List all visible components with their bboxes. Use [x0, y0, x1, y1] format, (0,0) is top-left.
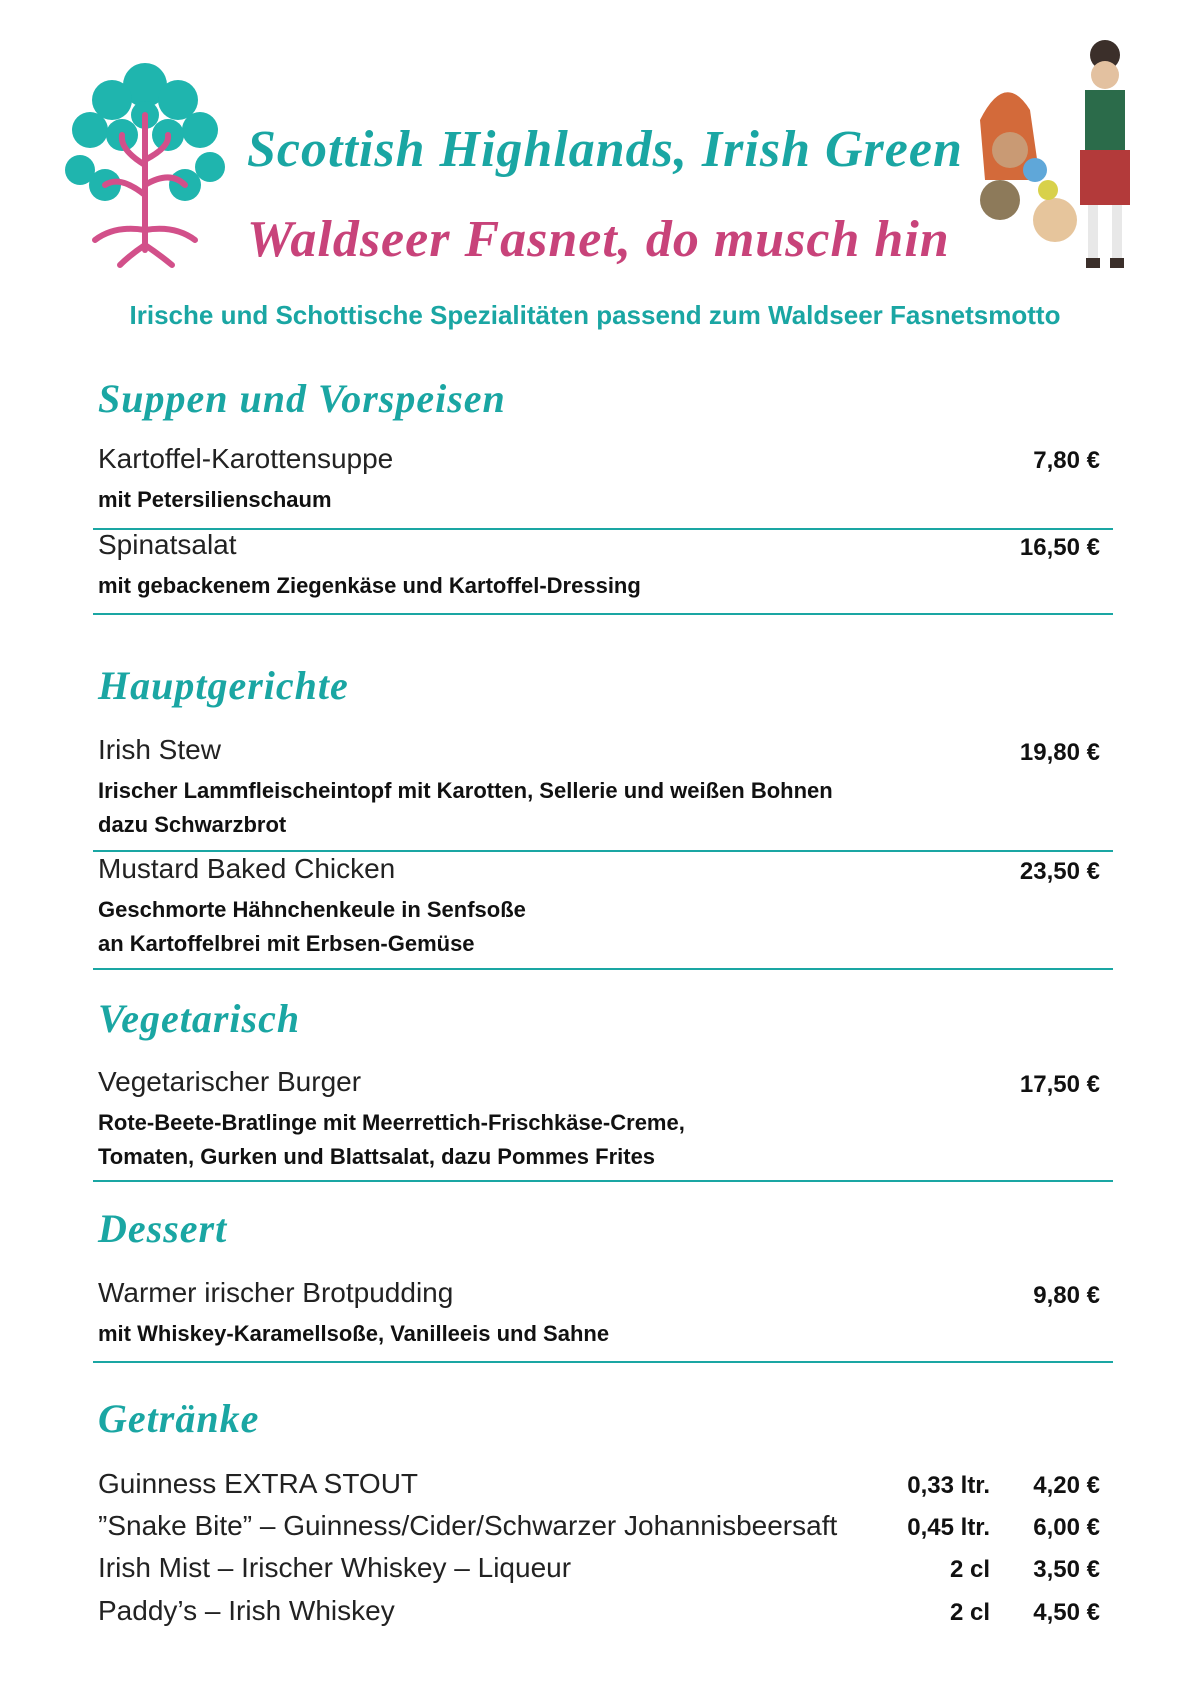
menu-item-name: Irish Stew	[98, 734, 221, 765]
divider	[93, 528, 1113, 530]
menu-item-description: mit Whiskey-Karamellsoße, Vanilleeis und Sahne	[98, 1321, 610, 1346]
drink-size: 0,33 ltr.	[907, 1472, 990, 1499]
drink-size: 2 cl	[949, 1599, 990, 1626]
title-line-1: Scottish Highlands, Irish Green	[247, 121, 963, 178]
section-title-hauptgerichte: Hauptgerichte	[98, 663, 349, 708]
carnival-figures-illustration	[960, 30, 1165, 280]
menu-item-description: dazu Schwarzbrot	[98, 812, 287, 837]
drink-price: 4,20 €	[1033, 1472, 1100, 1499]
section-title-getraenke: Getränke	[98, 1396, 260, 1441]
divider	[93, 968, 1113, 970]
drink-price: 6,00 €	[1033, 1514, 1100, 1541]
menu-item-price: 17,50 €	[1019, 1071, 1100, 1098]
menu-item-description: an Kartoffelbrei mit Erbsen-Gemüse	[98, 931, 475, 956]
menu-item-name: Kartoffel-Karottensuppe	[98, 443, 394, 474]
tree-logo	[60, 55, 230, 270]
divider	[93, 1361, 1113, 1363]
section-title-suppen: Suppen und Vorspeisen	[98, 376, 506, 421]
divider	[93, 613, 1113, 615]
drink-name: Guinness EXTRA STOUT	[98, 1468, 419, 1499]
menu-item-description: mit Petersilienschaum	[98, 487, 332, 512]
menu-item-description: Irischer Lammfleischeintopf mit Karotten, Sellerie und weißen Bohnen	[98, 778, 833, 803]
section-title-vegetarisch: Vegetarisch	[98, 996, 301, 1041]
menu-item-price: 9,80 €	[1033, 1282, 1100, 1309]
menu-item-price: 16,50 €	[1019, 534, 1100, 561]
subtitle: Irische und Schottische Spezialitäten passend zum Waldseer Fasnetsmotto	[129, 300, 1061, 330]
section-title-dessert: Dessert	[98, 1206, 228, 1251]
menu-item-price: 19,80 €	[1019, 739, 1100, 766]
drink-size: 2 cl	[949, 1556, 990, 1583]
drink-name: ”Snake Bite” – Guinness/Cider/Schwarzer Johannisbeersaft	[98, 1510, 838, 1541]
drink-name: Paddy’s – Irish Whiskey	[98, 1595, 395, 1626]
menu-item-description: mit gebackenem Ziegenkäse und Kartoffel-Dressing	[98, 573, 641, 598]
menu-item-name: Vegetarischer Burger	[98, 1066, 362, 1097]
menu-item-description: Rote-Beete-Bratlinge mit Meerrettich-Frischkäse-Creme,	[98, 1110, 685, 1135]
divider	[93, 850, 1113, 852]
menu-item-price: 7,80 €	[1033, 447, 1100, 474]
drink-price: 4,50 €	[1033, 1599, 1100, 1626]
title-line-2: Waldseer Fasnet, do musch hin	[247, 211, 950, 268]
drink-name: Irish Mist – Irischer Whiskey – Liqueur	[98, 1552, 572, 1583]
menu-item-name: Spinatsalat	[98, 529, 237, 560]
divider	[93, 1180, 1113, 1182]
menu-item-description: Tomaten, Gurken und Blattsalat, dazu Pommes Frites	[98, 1144, 656, 1169]
menu-item-name: Mustard Baked Chicken	[98, 853, 396, 884]
menu-item-name: Warmer irischer Brotpudding	[98, 1277, 454, 1308]
drink-size: 0,45 ltr.	[907, 1514, 990, 1541]
drink-price: 3,50 €	[1033, 1556, 1100, 1583]
menu-item-description: Geschmorte Hähnchenkeule in Senfsoße	[98, 897, 526, 922]
menu-item-price: 23,50 €	[1019, 858, 1100, 885]
